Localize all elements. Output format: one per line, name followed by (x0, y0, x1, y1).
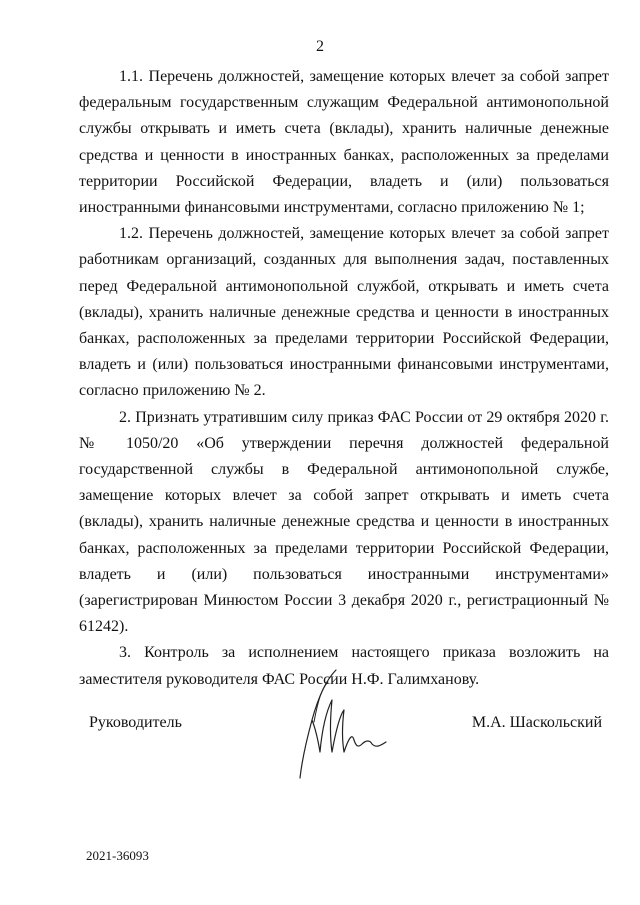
signatory-name: М.А. Шаскольский (471, 714, 602, 731)
document-code: 2021-36093 (86, 848, 149, 863)
page-number: 2 (316, 38, 324, 55)
paragraph-1-1: 1.1. Перечень должностей, замещение которых влечет за собой запрет федеральным государственным служащим Федеральной антимонопольной службы открывать и иметь счета (вклады), хранить наличные денежные средства и ценности в иностранных банках, расположенных за пределами территории Российской Федерации, владеть и (или) пользоваться иностранными финансовыми инструментами, согласно приложению № 1; (79, 68, 609, 217)
paragraph-1-2: 1.2. Перечень должностей, замещение которых влечет за собой запрет работникам организаций, созданных для выполнения задач, поставленных перед Федеральной антимонопольной службой, открывать и иметь счета (вклады), хранить наличные денежные средства и ценности в иностранных банках, расположенных за пределами территории Российской Федерации, владеть и (или) пользоваться иностранными финансовыми инструментами, согласно приложению № 2. (79, 225, 609, 400)
paragraph-2: 2. Признать утратившим силу приказ ФАС России от 29 октября 2020 г. № 1050/20 «Об утверждении перечня должностей федеральной государственной службы в Федеральной антимонопольной службе, замещение которых влечет за собой запрет открывать и иметь счета (вклады), хранить наличные денежные средства и ценности в иностранных банках, расположенных за пределами территории Российской Федерации, владеть и (или) пользоваться иностранными инструментами» (зарегистрирован Минюстом России 3 декабря 2020 г., регистрационный № 61242). (79, 408, 609, 636)
handwritten-signature (292, 660, 392, 780)
signatory-title: Руководитель (89, 714, 182, 731)
paragraph-3: 3. Контроль за исполнением настоящего приказа возложить на заместителя руководителя ФАС России Н.Ф. Галимханову. (79, 644, 609, 688)
document-body (79, 64, 609, 693)
